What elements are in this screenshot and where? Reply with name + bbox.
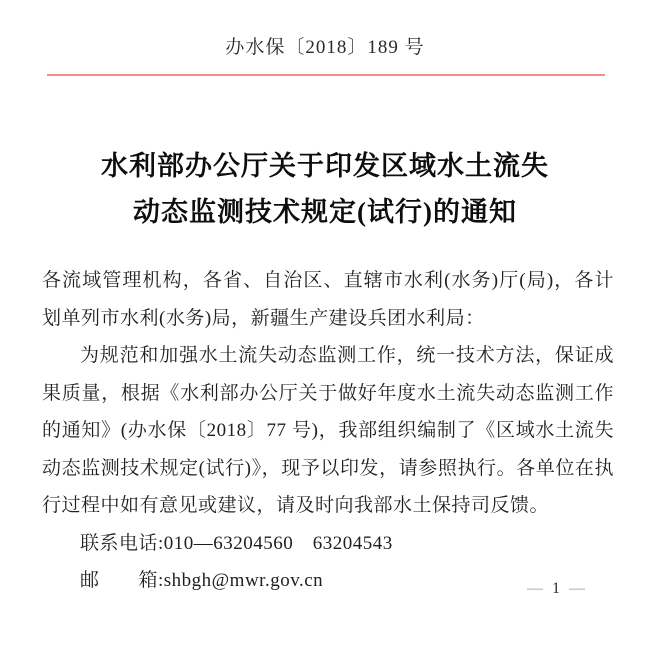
contact-email-label: 邮 箱:	[80, 570, 164, 591]
page-number	[518, 580, 594, 598]
doc-title-line-1: 水利部办公厅关于印发区域水土流失	[101, 151, 549, 181]
contact-phone-line	[42, 525, 614, 563]
red-divider-line	[47, 74, 605, 76]
body-paragraph: 为规范和加强水土流失动态监测工作，统一技术方法，保证成果质量，根据《水利部办公厅关于做好年度水土流失动态监测工作的通知》(办水保〔2018〕77 号)，我部组织编制了《区域水土流失动态监测技术规定(试行)》，现予以印发，请参照执行。各单位在执行过程中如有意见或建议，请及时向我部水土保持司反馈。	[42, 345, 614, 516]
doc-body	[42, 262, 614, 600]
page-number-value: 1	[552, 580, 560, 597]
page-number-right-dash: —	[569, 580, 585, 597]
salutation-paragraph: 各流域管理机构，各省、自治区、直辖市水利(水务)厅(局)，各计划单列市水利(水务)局，新疆生产建设兵团水利局：	[42, 270, 614, 329]
doc-title-line-2: 动态监测技术规定(试行)的通知	[133, 197, 517, 227]
contact-email-value: shbgh@mwr.gov.cn	[163, 570, 324, 591]
doc-title	[0, 143, 650, 235]
contact-phone-value: 010—63204560 63204543	[163, 532, 393, 554]
contact-phone-label: 联系电话:	[80, 532, 164, 554]
page-number-left-dash: —	[527, 580, 543, 597]
doc-number: 办水保〔2018〕189 号	[225, 37, 425, 58]
